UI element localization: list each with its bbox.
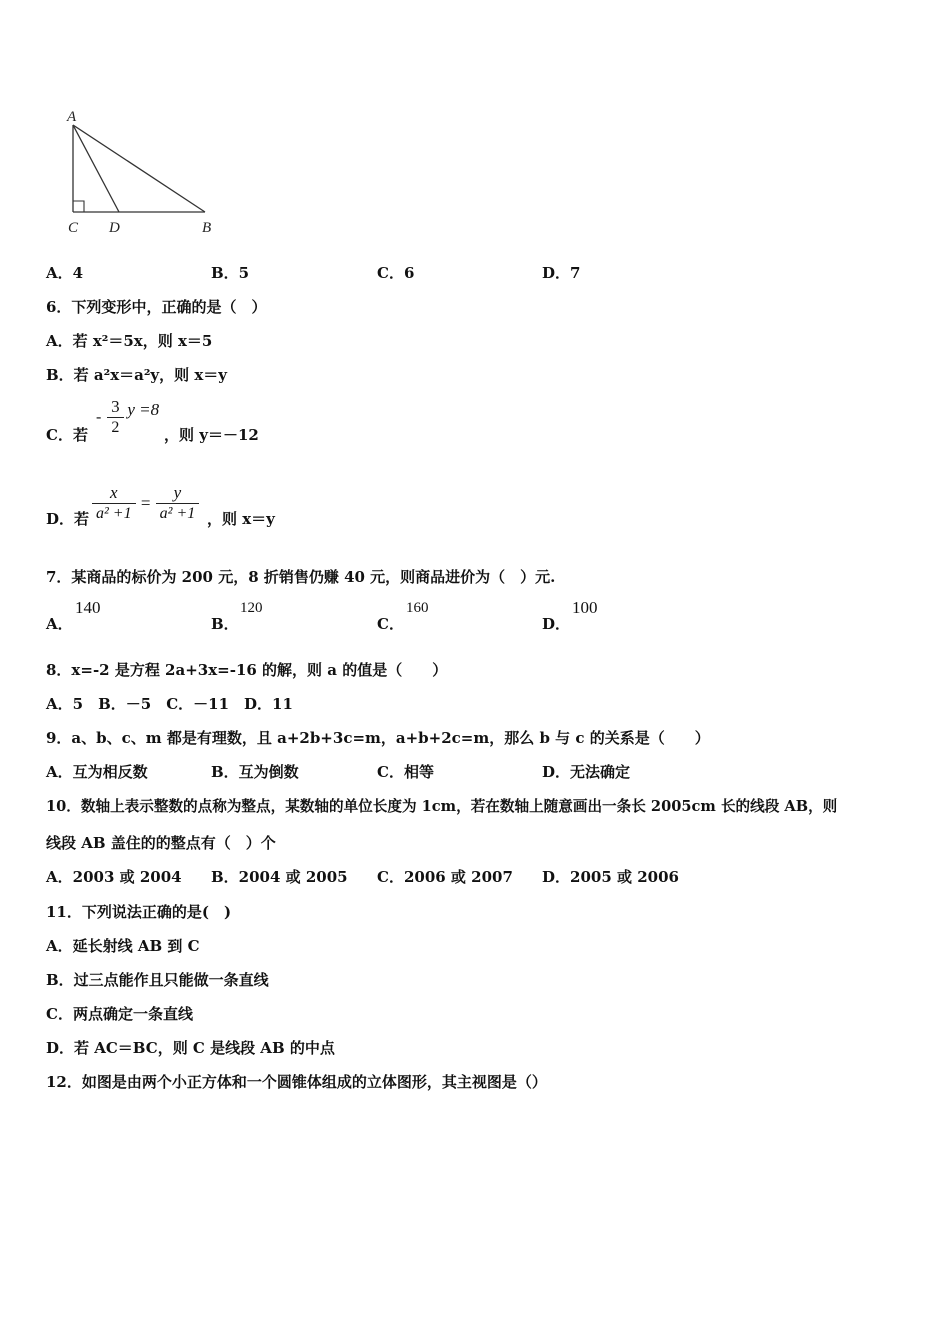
q5-option-a: A．4 — [46, 264, 84, 282]
c-fraction — [107, 397, 124, 438]
q9-option-c: C．相等 — [377, 763, 434, 781]
q11-option-a: A．延长射线 AB 到 C — [46, 937, 200, 955]
q6-option-b: B．若 a²x＝a²y，则 x＝y — [46, 366, 228, 384]
triangle-figure — [55, 105, 225, 240]
q7-stem: 7．某商品的标价为 200 元，8 折销售仍赚 40 元，则商品进价为（ ）元. — [46, 568, 556, 586]
q11-stem: 11．下列说法正确的是( ) — [46, 903, 232, 921]
q7-option-d-value: 100 — [572, 598, 598, 617]
q12-stem: 12．如图是由两个小正方体和一个圆锥体组成的立体图形，其主视图是（） — [46, 1073, 547, 1091]
q6-stem: 6．下列变形中，正确的是（ ） — [46, 298, 267, 316]
q10-option-d: D．2005 或 2006 — [542, 868, 679, 886]
q6-option-c-prefix: C．若 — [46, 426, 88, 444]
q6-option-a: A．若 x²＝5x，则 x＝5 — [46, 332, 213, 350]
d-fraction-right — [156, 483, 200, 524]
d-frac1-den: a² +1 — [96, 505, 132, 522]
q6-option-c-suffix: ，则 y＝－12 — [164, 426, 259, 444]
c-minus: - — [96, 408, 102, 426]
q11-option-c: C．两点确定一条直线 — [46, 1005, 193, 1023]
q10-option-c: C．2006 或 2007 — [377, 868, 513, 886]
label-a: A — [67, 109, 77, 125]
q8-stem: 8．x=-2 是方程 2a+3x=-16 的解，则 a 的值是（ ） — [46, 661, 448, 679]
right-angle-mark — [73, 201, 84, 212]
q9-option-d: D．无法确定 — [542, 763, 631, 781]
q5-option-d: D．7 — [542, 264, 581, 282]
q7-option-b-value: 120 — [240, 600, 263, 616]
q8-options: A．5 B．－5 C．－11 D．11 — [46, 695, 293, 713]
q9-option-b: B．互为倒数 — [211, 763, 299, 781]
q6-option-d-suffix: ，则 x＝y — [207, 510, 275, 528]
q7-option-a-value: 140 — [75, 598, 101, 617]
d-fraction-left — [92, 483, 136, 524]
c-frac-num: 3 — [107, 397, 124, 418]
segment-ad — [73, 125, 119, 212]
q7-option-d-label: D． — [542, 615, 571, 633]
q9-stem: 9．a、b、c、m 都是有理数，且 a+2b+3c=m，a+b+2c=m，那么 b 与 c 的关系是（ ） — [46, 729, 710, 747]
q6-option-c-math — [96, 397, 159, 438]
q11-option-d: D．若 AC＝BC，则 C 是线段 AB 的中点 — [46, 1039, 335, 1057]
c-equation-rest: y =8 — [127, 399, 160, 419]
q7-option-a-label: A． — [46, 615, 73, 633]
c-frac-den: 2 — [111, 419, 120, 436]
q11-option-b: B．过三点能作且只能做一条直线 — [46, 971, 269, 989]
d-equals: = — [140, 493, 151, 513]
side-ab — [73, 125, 205, 212]
label-d: D — [109, 220, 120, 236]
d-frac2-num: y — [156, 483, 200, 504]
q6-option-d-math — [92, 483, 199, 524]
q7-option-b-label: B． — [211, 615, 239, 633]
q7-option-c-label: C． — [377, 615, 404, 633]
q10-stem-line2: 线段 AB 盖住的的整点有（ ）个 — [46, 834, 276, 852]
d-frac1-num: x — [92, 483, 136, 504]
q6-option-d-prefix: D．若 — [46, 510, 90, 528]
q9-option-a: A．互为相反数 — [46, 763, 148, 781]
d-frac2-den: a² +1 — [159, 505, 196, 522]
q5-option-b: B．5 — [211, 264, 250, 282]
label-c: C — [68, 220, 79, 236]
label-b: B — [202, 220, 212, 236]
q5-option-c: C．6 — [377, 264, 415, 282]
q10-option-a: A．2003 或 2004 — [46, 868, 182, 886]
q7-option-c-value: 160 — [406, 600, 429, 616]
q10-stem-line1: 10．数轴上表示整数的点称为整点，某数轴的单位长度为 1cm，若在数轴上随意画出一条长 2005cm 长的线段 AB，则 — [46, 798, 838, 815]
q10-option-b: B．2004 或 2005 — [211, 868, 348, 886]
